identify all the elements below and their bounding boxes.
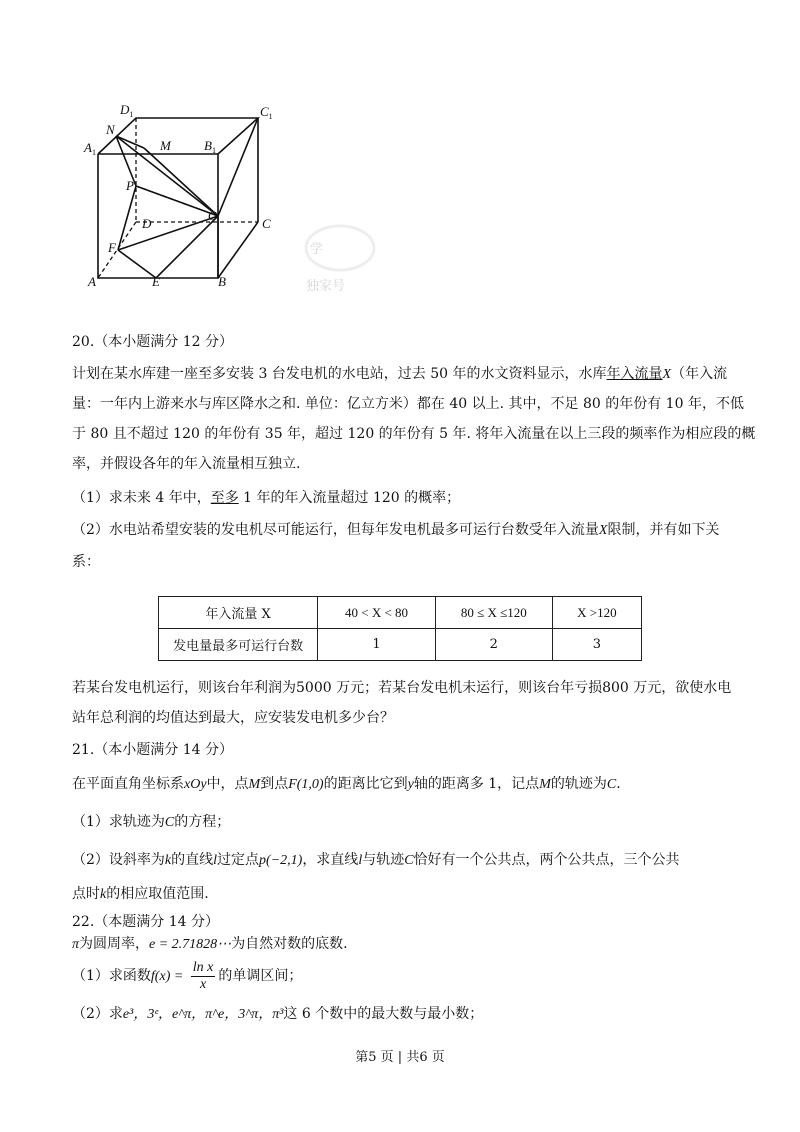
q22-sub1: （1）求函数f(x) = $\frac{\text{ln x}}{x}$ 的单调区间； — [72, 959, 303, 992]
label-F: F — [108, 240, 116, 255]
cube-figure — [78, 98, 378, 298]
label-D: D — [142, 216, 152, 231]
table-row — [159, 629, 642, 661]
q20-heading: 20.（本小题满分 12 分） — [72, 334, 233, 350]
label-B1: $B_1$ — [204, 138, 216, 155]
q20-sub2-line2: 系： — [72, 554, 100, 570]
cube-hidden-edges — [98, 118, 258, 278]
q20-sub1: （1）求未来 4 年中，至多 1 年的年入流量超过 120 的概率； — [72, 490, 461, 506]
table-cell: 3 — [552, 629, 641, 661]
label-M: M — [160, 138, 171, 153]
q21-sub2-line2: 点时k的相应取值范围. — [72, 886, 209, 902]
q20-para1-line1: 计划在某水库建一座至多安装 3 台发电机的水电站，过去 50 年的水文资料显示，水库年入流量X（年入流 — [72, 366, 728, 382]
watermark-text-2: 独家号 — [306, 278, 346, 293]
q20-para2-line2: 站年总利润的均值达到最大，应安装发电机多少台？ — [72, 710, 394, 726]
q20-para2-line1: 若某台发电机运行，则该台年利润为5000 万元；若某台发电机未运行，则该台年亏损800 万元，欲使水电 — [72, 680, 732, 696]
q20-sub2-line1: （2）水电站希望安装的发电机尽可能运行，但每年发电机最多可运行台数受年入流量X限制，并有如下关 — [72, 522, 720, 538]
watermark — [306, 226, 374, 293]
table-row — [159, 597, 642, 629]
label-C1: $C_1$ — [260, 104, 273, 121]
label-D1: $D_1$ — [120, 102, 134, 119]
q21-heading: 21.（本小题满分 14 分） — [72, 742, 233, 758]
label-E: E — [152, 274, 160, 289]
q20-para1-line4: 率，并假设各年的年入流量相互独立. — [72, 456, 301, 472]
q21-line1: 在平面直角坐标系xOy中，点M到点F(1,0)的距离比它到y轴的距离多 1，记点M的轨迹为C. — [72, 776, 621, 792]
q22-heading: 22.（本题满分 14 分） — [72, 914, 219, 930]
table-cell: 2 — [435, 629, 552, 661]
table-cell: 1 — [318, 629, 436, 661]
watermark-text-1: 学 — [310, 241, 324, 256]
fraction: $\frac{\text{ln x}}{x}$ — [192, 959, 214, 992]
label-C: C — [262, 216, 271, 231]
label-A: A — [88, 274, 96, 289]
label-N: N — [106, 122, 115, 137]
label-A1: $A_1$ — [84, 140, 96, 157]
q20-table — [158, 596, 642, 661]
q20-underline-atmost: 至多 — [210, 490, 239, 506]
label-B: B — [218, 274, 226, 289]
q20-underline-inflow: 年入流量 — [606, 366, 663, 382]
cube-diagram — [78, 98, 378, 298]
table-header-cell: 年入流量 X — [159, 597, 318, 629]
q20-para1-line2: 量：一年内上游来水与库区降水之和. 单位：亿立方米）都在 40 以上. 其中，不足 80 的年份有 10 年，不低 — [72, 396, 744, 412]
q22-sub2: （2）求e³，3ᵉ，e^π，π^e，3^π，π³这 6 个数中的最大数与最小数； — [72, 1006, 484, 1022]
q21-sub1: （1）求轨迹为C的方程； — [72, 814, 231, 830]
page-footer: 第5 页 | 共6 页 — [355, 1050, 445, 1065]
table-header-cell: 40 < X < 80 — [318, 597, 436, 629]
label-O: O — [208, 208, 218, 223]
table-cell: 发电量最多可运行台数 — [159, 629, 318, 661]
table-header-cell: 80 ≤ X ≤120 — [435, 597, 552, 629]
q21-sub2-line1: （2）设斜率为k的直线l过定点p(−2,1)，求直线l与轨迹C恰好有一个公共点，两个公共点，三个公共 — [72, 852, 680, 868]
q22-line1: π为圆周率，e = 2.71828⋯为自然对数的底数. — [72, 936, 348, 952]
label-P: P — [126, 178, 134, 193]
table-header-cell: X >120 — [552, 597, 641, 629]
cube-edges — [98, 118, 258, 278]
q20-para1-line3: 于 80 且不超过 120 的年份有 35 年，超过 120 的年份有 5 年. 将年入流量在以上三段的频率作为相应段的概 — [72, 426, 756, 442]
